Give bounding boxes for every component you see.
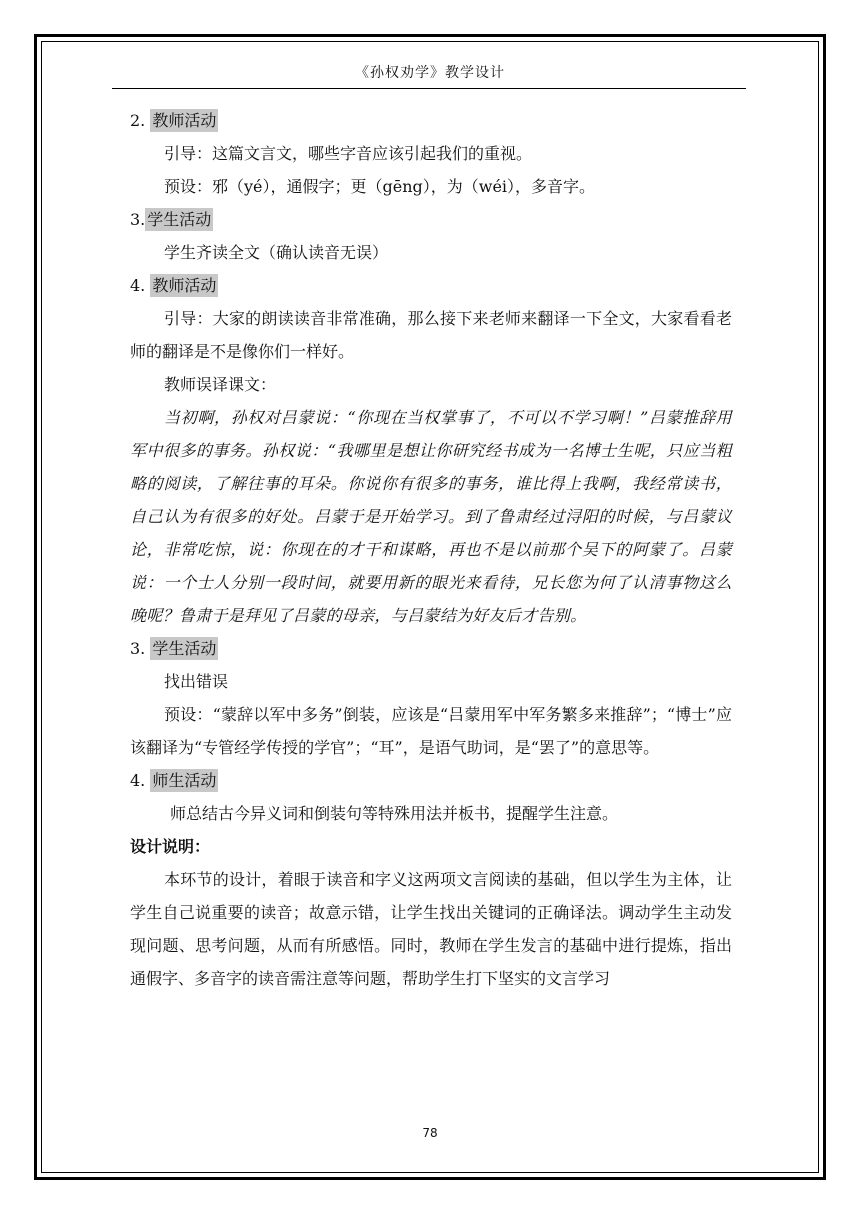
paragraph-line: 师总结古今异义词和倒装句等特殊用法并板书，提醒学生注意。 — [170, 804, 619, 823]
section-number: 3. — [130, 639, 146, 658]
design-notes-paragraph: 本环节的设计，着眼于读音和字义这两项文言阅读的基础，但以学生为主体，让学生自己说重要的读音；故意示错，让学生找出关键词的正确译法。调动学生主动发现问题、思考问题，从而有所感悟。同时，教师在学生发言的基础中进行提炼，指出通假字、多音字的读音需注意等问题，帮助学生打下坚实的文言学习 — [130, 870, 732, 988]
paragraph-line: 找出错误 — [164, 672, 229, 691]
section-label-highlight: 师生活动 — [152, 771, 217, 790]
section-heading — [130, 632, 732, 665]
paragraph-line: 预设：邪（yé），通假字；更（gēng），为（wéi），多音字。 — [164, 177, 596, 196]
header-rule — [112, 88, 746, 89]
mistranslation-paragraph: 当初啊，孙权对吕蒙说：“你现在当权掌事了，不可以不学习啊！”吕蒙推辞用军中很多的事务。孙权说：“我哪里是想让你研究经书成为一名博士生呢，只应当粗略的阅读，了解往事的耳朵。你说你有很多的事务，谁比得上我啊，我经常读书，自己认为有很多的好处。吕蒙于是开始学习。到了鲁肃经过浔阳的时候，与吕蒙议论，非常吃惊，说：你现在的才干和谋略，再也不是以前那个吴下的阿蒙了。吕蒙说：一个士人分别一段时间，就要用新的眼光来看待，兄长您为何了认清事物这么晚呢？鲁肃于是拜见了吕蒙的母亲，与吕蒙结为好友后才告别。 — [130, 408, 732, 625]
section-label-highlight: 学生活动 — [147, 210, 212, 229]
paragraph-line: 教师误译课文： — [164, 375, 277, 394]
design-notes-title: 设计说明： — [130, 837, 211, 856]
paragraph: 引导：大家的朗读读音非常准确，那么接下来老师来翻译一下全文，大家看看老师的翻译是不是像你们一样好。 — [130, 309, 732, 361]
document-body — [130, 104, 732, 995]
section-number: 2. — [130, 111, 146, 130]
section-number: 3. — [130, 210, 146, 229]
paragraph: 预设：“蒙辞以军中多务”倒装，应该是“吕蒙用军中军务繁多来推辞”；“博士”应该翻译为“专管经学传授的学官”；“耳”，是语气助词，是“罢了”的意思等。 — [130, 705, 732, 757]
paragraph-line: 引导：这篇文言文，哪些字音应该引起我们的重视。 — [164, 144, 533, 163]
section-label-highlight: 教师活动 — [152, 111, 217, 130]
section-heading — [130, 104, 732, 137]
section-heading — [130, 764, 732, 797]
page-header-title: 《孙权劝学》教学设计 — [355, 65, 505, 81]
paragraph-line: 学生齐读全文（确认读音无误） — [164, 243, 389, 262]
section-label-highlight: 教师活动 — [152, 276, 217, 295]
section-label-highlight: 学生活动 — [152, 639, 217, 658]
section-number: 4. — [130, 276, 146, 295]
section-heading — [130, 203, 732, 236]
section-heading — [130, 269, 732, 302]
page-number: 78 — [422, 1126, 438, 1140]
section-number: 4. — [130, 771, 146, 790]
